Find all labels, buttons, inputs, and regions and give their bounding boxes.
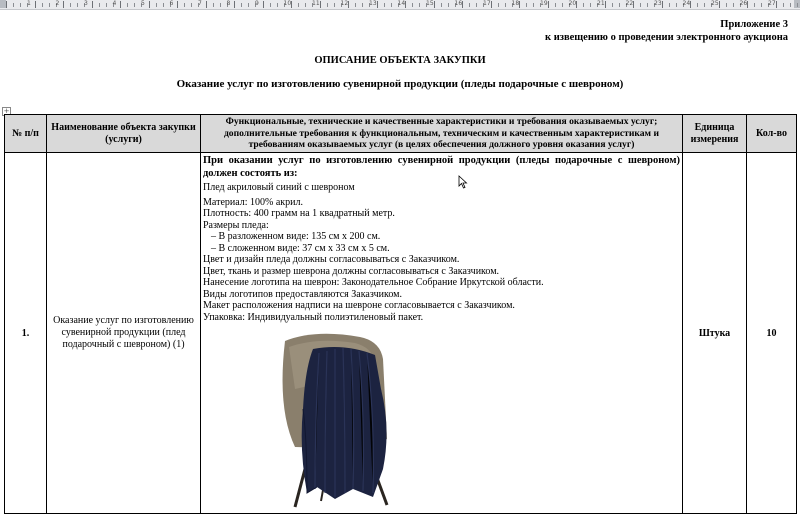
ruler-tick [761, 3, 762, 7]
row-unit[interactable]: Штука [683, 153, 747, 514]
appendix-label: Приложение 3 [720, 19, 788, 30]
ruler-tick [63, 1, 64, 8]
ruler-tick [362, 3, 363, 7]
ruler-tick [747, 1, 748, 8]
ruler-tick [291, 1, 292, 8]
ruler-tick [469, 3, 470, 7]
ruler-tick [384, 3, 385, 7]
ruler-tick [669, 3, 670, 7]
ruler-number: 1 [27, 0, 31, 7]
ruler-tick [127, 3, 128, 7]
ruler-tick [149, 1, 150, 8]
ruler-tick [120, 1, 121, 8]
ruler-tick [206, 1, 207, 8]
ruler-tick [191, 3, 192, 7]
notice-label: к извещению о проведении электронного аукциона [545, 32, 788, 43]
ruler-tick [526, 3, 527, 7]
ruler-tick [690, 1, 691, 8]
ruler-tick [92, 1, 93, 8]
ruler-tick [184, 3, 185, 7]
description-line: Макет расположения надписи на шевроне согласовывается с Заказчиком. [203, 300, 515, 311]
ruler-number: 26 [739, 0, 748, 7]
ruler-number: 19 [540, 0, 548, 7]
ruler-tick [590, 3, 591, 7]
ruler-tick [106, 3, 107, 7]
ruler-number: 13 [369, 0, 377, 7]
table-move-handle-icon[interactable]: + [3, 107, 10, 115]
ruler-tick [99, 3, 100, 7]
header-name: Наименование объекта закупки (услуги) [47, 115, 201, 153]
ruler-number: 21 [597, 0, 605, 7]
description-line: Виды логотипов предоставляются Заказчиком. [203, 288, 402, 300]
ruler-number: 25 [711, 0, 719, 7]
ruler-tick [391, 3, 392, 7]
ruler-tick [49, 3, 50, 7]
ruler-number: 15 [426, 0, 434, 7]
ruler-tick [676, 3, 677, 7]
ruler-tick [619, 3, 620, 7]
ruler-tick [405, 1, 406, 8]
ruler-tick [583, 3, 584, 7]
ruler-tick [263, 1, 264, 8]
ruler-tick [42, 3, 43, 7]
ruler-tick [505, 3, 506, 7]
description-line: Упаковка: Индивидуальный полиэтиленовый пакет. [203, 311, 424, 323]
header-unit: Единица измерения [683, 115, 747, 153]
ruler-number: 9 [255, 0, 259, 7]
table-header-row [5, 115, 797, 153]
header-num: № п/п [5, 115, 47, 153]
ruler-number: 7 [198, 0, 202, 7]
ruler-tick [298, 3, 299, 7]
ruler-tick [704, 3, 705, 7]
ruler-tick [519, 1, 520, 8]
ruler-number: 6 [169, 0, 174, 7]
ruler-tick [576, 1, 577, 8]
ruler-tick [213, 3, 214, 7]
header-specs: Функциональные, технические и качественные характеристики и требования оказываемых услуг; дополнительные требования к функциональным, техническим и качественным характеристикам и требованиям оказываемых услуг (в целях обеспечения должного уровня оказания услуг) [201, 115, 683, 153]
ruler-number: 2 [55, 0, 60, 7]
ruler-tick [305, 3, 306, 7]
ruler-tick [35, 1, 36, 8]
ruler-tick [733, 3, 734, 7]
ruler-tick [20, 3, 21, 7]
ruler-tick [448, 3, 449, 7]
description-line: Нанесение логотипа на шеврон: Законодательное Собрание Иркутской области. [203, 277, 544, 288]
description-line: Плед акриловый синий с шевроном [203, 182, 355, 193]
ruler-tick [270, 3, 271, 7]
ruler-tick [633, 1, 634, 8]
ruler-number: 22 [625, 0, 634, 7]
ruler-tick [419, 3, 420, 7]
ruler-tick [647, 3, 648, 7]
ruler-tick [334, 3, 335, 7]
ruler-tick [6, 1, 7, 8]
description-line: Размеры пледа: [203, 219, 269, 231]
specification-table [4, 114, 797, 514]
ruler-number: 11 [312, 0, 320, 7]
ruler-tick [156, 3, 157, 7]
ruler-tick [754, 3, 755, 7]
row-description[interactable] [201, 153, 683, 514]
ruler-number: 14 [397, 0, 406, 7]
ruler-tick [441, 3, 442, 7]
row-qty[interactable]: 10 [747, 153, 797, 514]
ruler-tick [697, 3, 698, 7]
ruler-number: 27 [768, 0, 776, 7]
ruler-number: 8 [226, 0, 231, 7]
ruler-number: 4 [112, 0, 117, 7]
ruler-number: 3 [84, 0, 88, 7]
ruler-tick [562, 3, 563, 7]
ruler-tick [348, 1, 349, 8]
ruler-tick [13, 3, 14, 7]
ruler-tick [462, 1, 463, 8]
description-intro: При оказании услуг по изготовлению сувенирной продукции (пледы подарочные с шевроном) должен состоять из: [203, 155, 680, 179]
ruler-tick [498, 3, 499, 7]
ruler-number: 20 [568, 0, 577, 7]
ruler-tick [77, 3, 78, 7]
ruler-tick [790, 3, 791, 7]
ruler-tick [327, 3, 328, 7]
ruler-number: 23 [654, 0, 662, 7]
document-subtitle: Оказание услуг по изготовлению сувенирной продукции (пледы подарочные с шевроном) [176, 78, 624, 90]
ruler-tick [277, 3, 278, 7]
description-line: – В сложенном виде: 37 см х 33 см х 5 см. [211, 242, 390, 254]
ruler-tick [220, 3, 221, 7]
header-qty: Кол-во [747, 115, 797, 153]
description-line: – В разложенном виде: 135 см х 200 см. [211, 231, 381, 242]
ruler-tick [555, 3, 556, 7]
description-line: Цвет и дизайн пледа должны согласовываться с Заказчиком. [203, 254, 460, 265]
ruler-tick [533, 3, 534, 7]
document-title: ОПИСАНИЕ ОБЪЕКТА ЗАКУПКИ [314, 55, 486, 66]
mouse-pointer-icon [458, 175, 468, 189]
ruler-tick [234, 1, 235, 8]
ruler-number: 17 [483, 0, 491, 7]
ruler-tick [783, 3, 784, 7]
ruler-tick [476, 3, 477, 7]
description-line: Цвет, ткань и размер шеврона должны согласовываться с Заказчиком. [203, 265, 500, 277]
row-num[interactable]: 1. [5, 153, 47, 514]
ruler-number: 16 [454, 0, 463, 7]
ruler-tick [241, 3, 242, 7]
ruler-tick [355, 3, 356, 7]
ruler-number: 18 [511, 0, 520, 7]
description-line: Плотность: 400 грамм на 1 квадратный метр. [203, 208, 395, 219]
description-line: Материал: 100% акрил. [203, 196, 303, 208]
ruler-tick [640, 3, 641, 7]
ruler-number: 24 [682, 0, 691, 7]
horizontal-ruler[interactable] [0, 0, 800, 10]
ruler-tick [134, 3, 135, 7]
ruler-number: 12 [340, 0, 349, 7]
table-row [5, 153, 797, 514]
ruler-tick [163, 3, 164, 7]
ruler-tick [797, 3, 798, 7]
ruler-tick [177, 1, 178, 8]
ruler-tick [612, 3, 613, 7]
row-name[interactable]: Оказание услуг по изготовлению сувенирной продукции (плед подарочный с шевроном) (1) [47, 153, 201, 514]
ruler-tick [412, 3, 413, 7]
blanket-on-chair-image [255, 329, 415, 509]
ruler-number: 5 [141, 0, 145, 7]
ruler-tick [70, 3, 71, 7]
ruler-tick [726, 3, 727, 7]
ruler-tick [248, 3, 249, 7]
ruler-number: 10 [283, 0, 292, 7]
